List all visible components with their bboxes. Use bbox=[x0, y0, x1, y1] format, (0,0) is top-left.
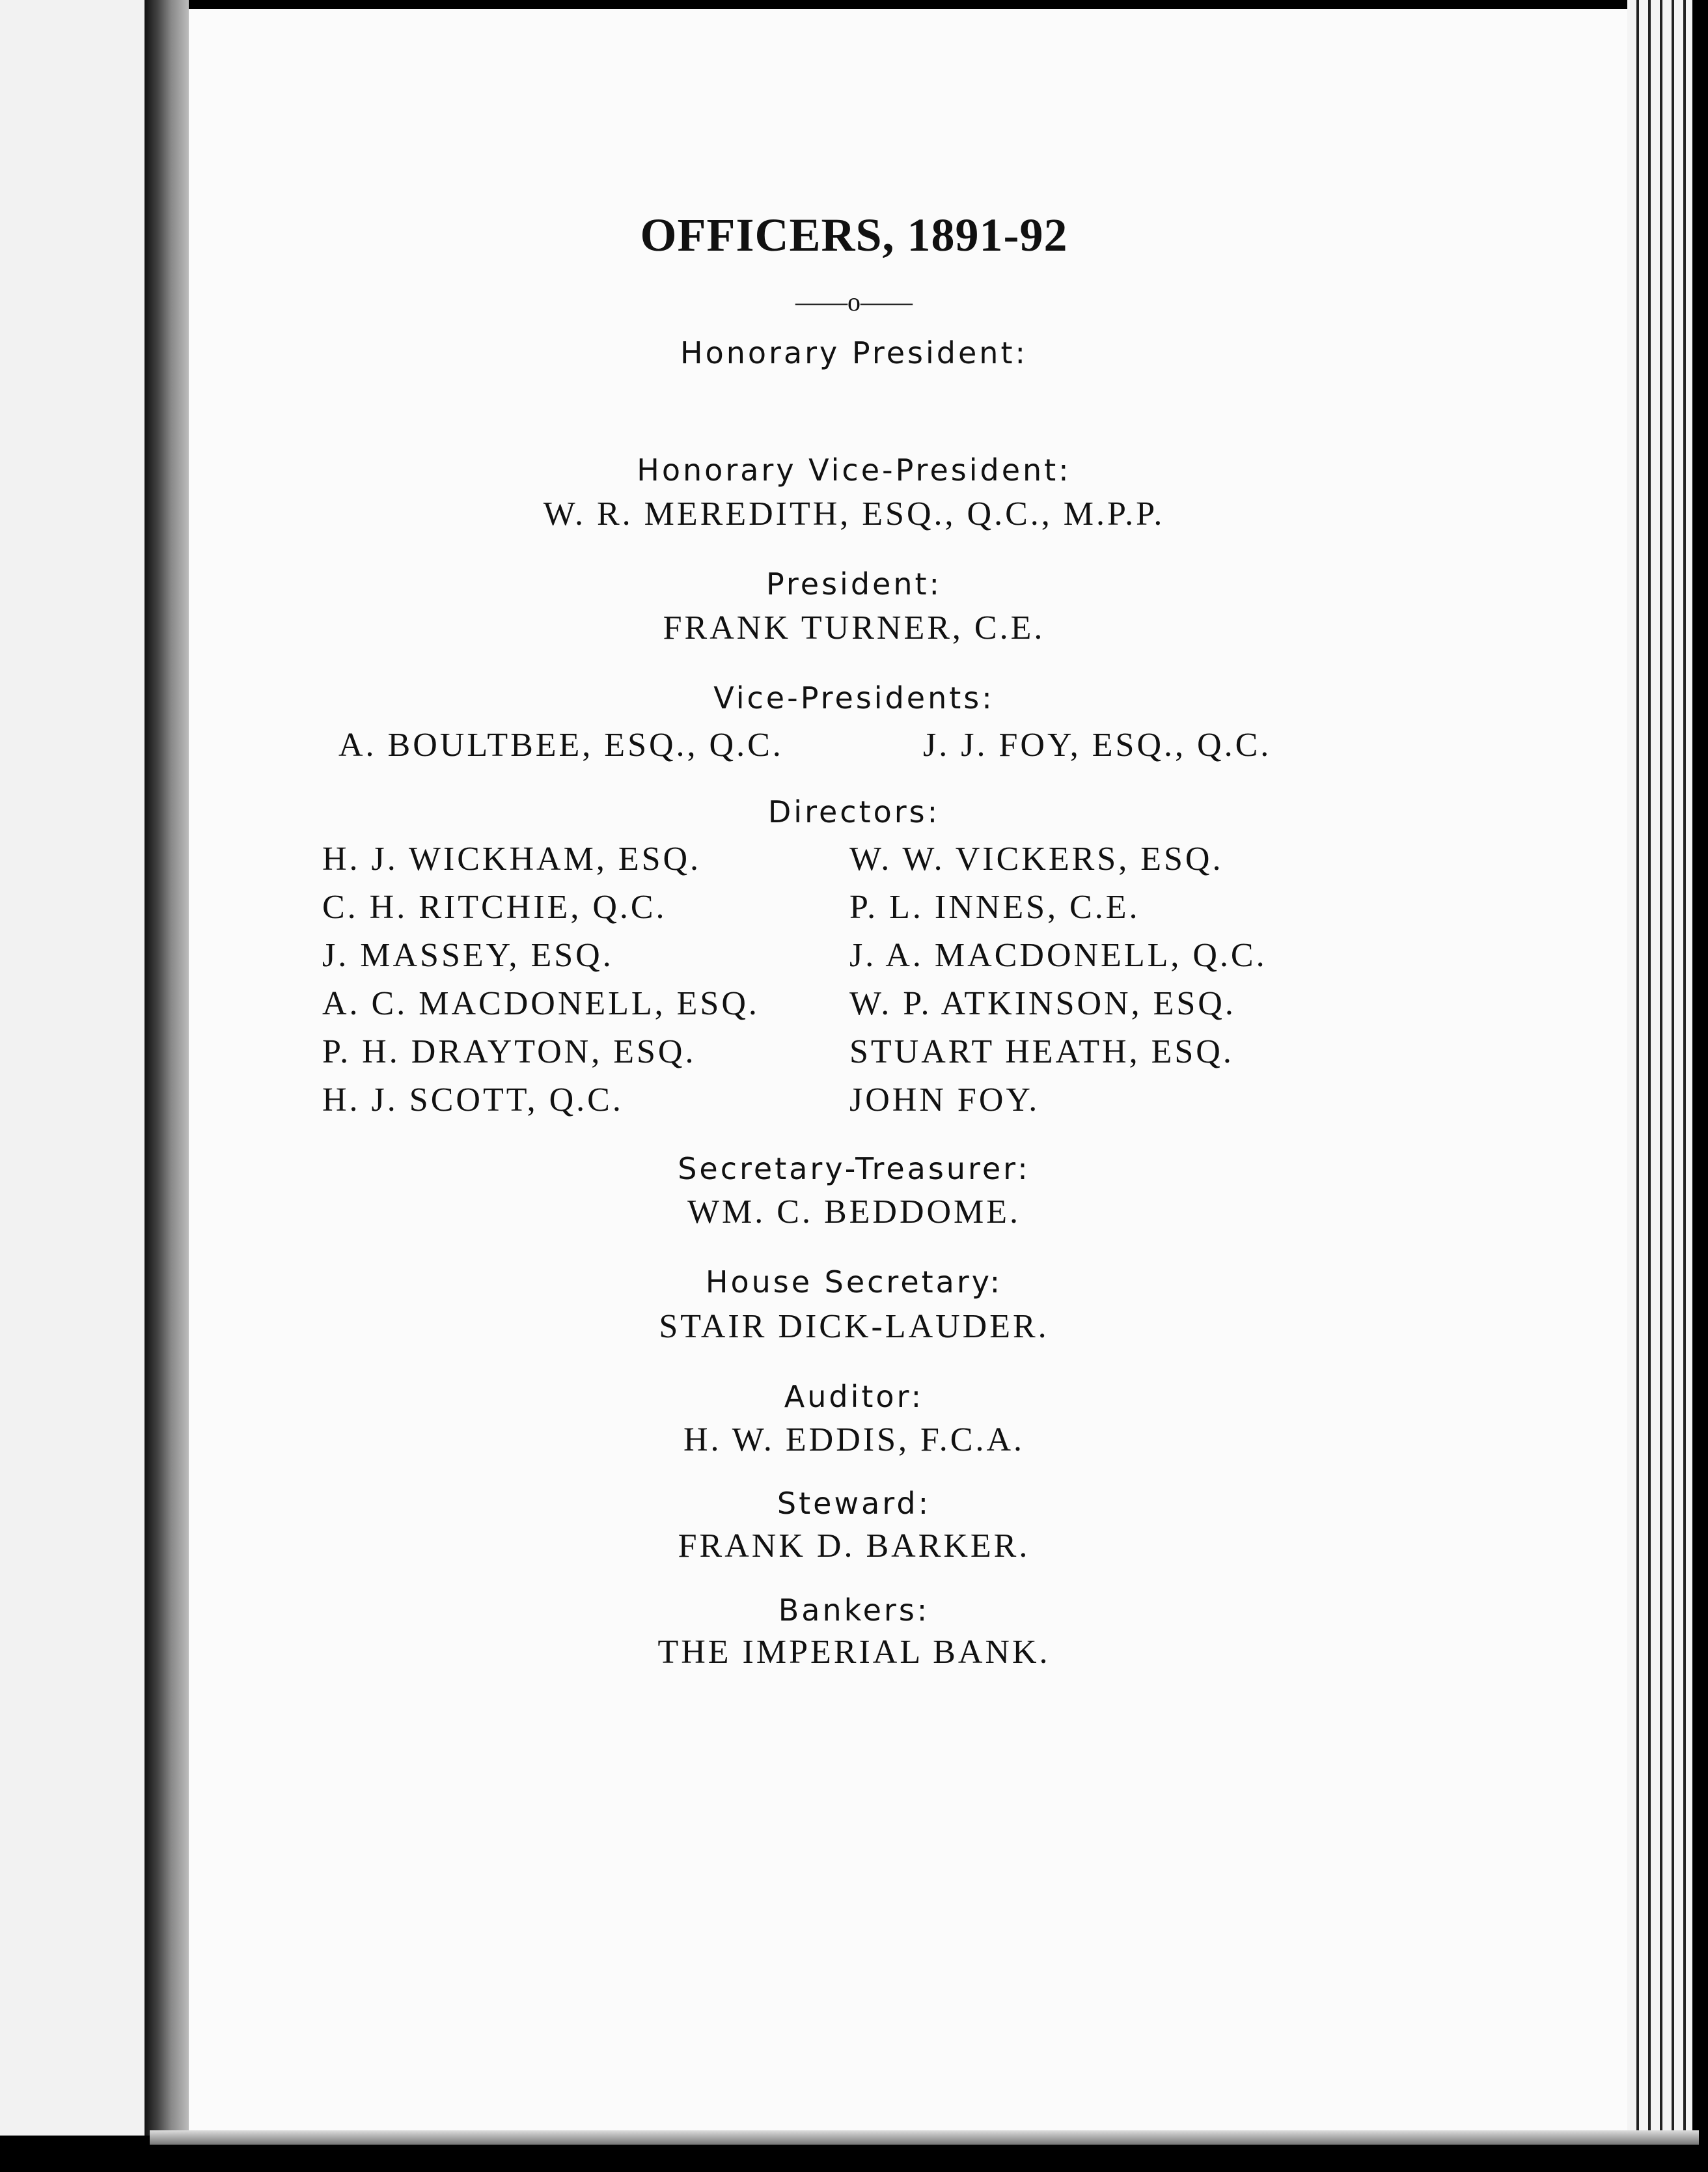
facing-page bbox=[0, 0, 145, 2136]
director-right-5: STUART HEATH, ESQ. bbox=[849, 1033, 1234, 1070]
director-right-6: JOHN FOY. bbox=[849, 1081, 1040, 1119]
house-secretary-name: STAIR DICK-LAUDER. bbox=[659, 1308, 1049, 1345]
director-left-3: J. MASSEY, ESQ. bbox=[322, 937, 614, 974]
president-name: FRANK TURNER, C.E. bbox=[663, 609, 1045, 647]
directors-label: Directors: bbox=[767, 794, 941, 829]
director-left-4: A. C. MACDONELL, ESQ. bbox=[322, 985, 760, 1022]
steward-label: Steward: bbox=[777, 1486, 931, 1521]
book-gutter bbox=[145, 0, 189, 2136]
auditor-label: Auditor: bbox=[784, 1379, 924, 1414]
page-edges bbox=[1627, 0, 1692, 2142]
secretary-treasurer-label: Secretary-Treasurer: bbox=[678, 1151, 1030, 1186]
house-secretary-label: House Secretary: bbox=[705, 1264, 1003, 1300]
director-right-4: W. P. ATKINSON, ESQ. bbox=[849, 985, 1236, 1022]
honorary-president-label: Honorary President: bbox=[680, 335, 1028, 370]
bankers-label: Bankers: bbox=[778, 1593, 930, 1628]
director-left-6: H. J. SCOTT, Q.C. bbox=[322, 1081, 624, 1119]
director-left-2: C. H. RITCHIE, Q.C. bbox=[322, 889, 667, 926]
auditor-name: H. W. EDDIS, F.C.A. bbox=[683, 1421, 1025, 1458]
title-divider: ——o—— bbox=[795, 287, 913, 316]
page-title: OFFICERS, 1891-92 bbox=[640, 209, 1068, 261]
secretary-treasurer-name: WM. C. BEDDOME. bbox=[687, 1193, 1021, 1231]
honorary-vice-president-name: W. R. MEREDITH, ESQ., Q.C., M.P.P. bbox=[543, 495, 1165, 533]
honorary-vice-president-label: Honorary Vice-President: bbox=[637, 452, 1071, 488]
steward-name: FRANK D. BARKER. bbox=[678, 1527, 1030, 1565]
vice-presidents-label: Vice-Presidents: bbox=[713, 680, 995, 716]
page-bottom-edge bbox=[150, 2130, 1699, 2145]
bankers-name: THE IMPERIAL BANK. bbox=[657, 1634, 1051, 1671]
director-right-3: J. A. MACDONELL, Q.C. bbox=[849, 937, 1267, 974]
director-left-1: H. J. WICKHAM, ESQ. bbox=[322, 841, 702, 878]
president-label: President: bbox=[765, 566, 943, 602]
director-right-2: P. L. INNES, C.E. bbox=[849, 889, 1140, 926]
director-right-1: W. W. VICKERS, ESQ. bbox=[849, 841, 1224, 878]
vice-president-name-1: A. BOULTBEE, ESQ., Q.C. bbox=[338, 727, 784, 764]
vice-president-name-2: J. J. FOY, ESQ., Q.C. bbox=[923, 727, 1272, 764]
director-left-5: P. H. DRAYTON, ESQ. bbox=[322, 1033, 696, 1070]
